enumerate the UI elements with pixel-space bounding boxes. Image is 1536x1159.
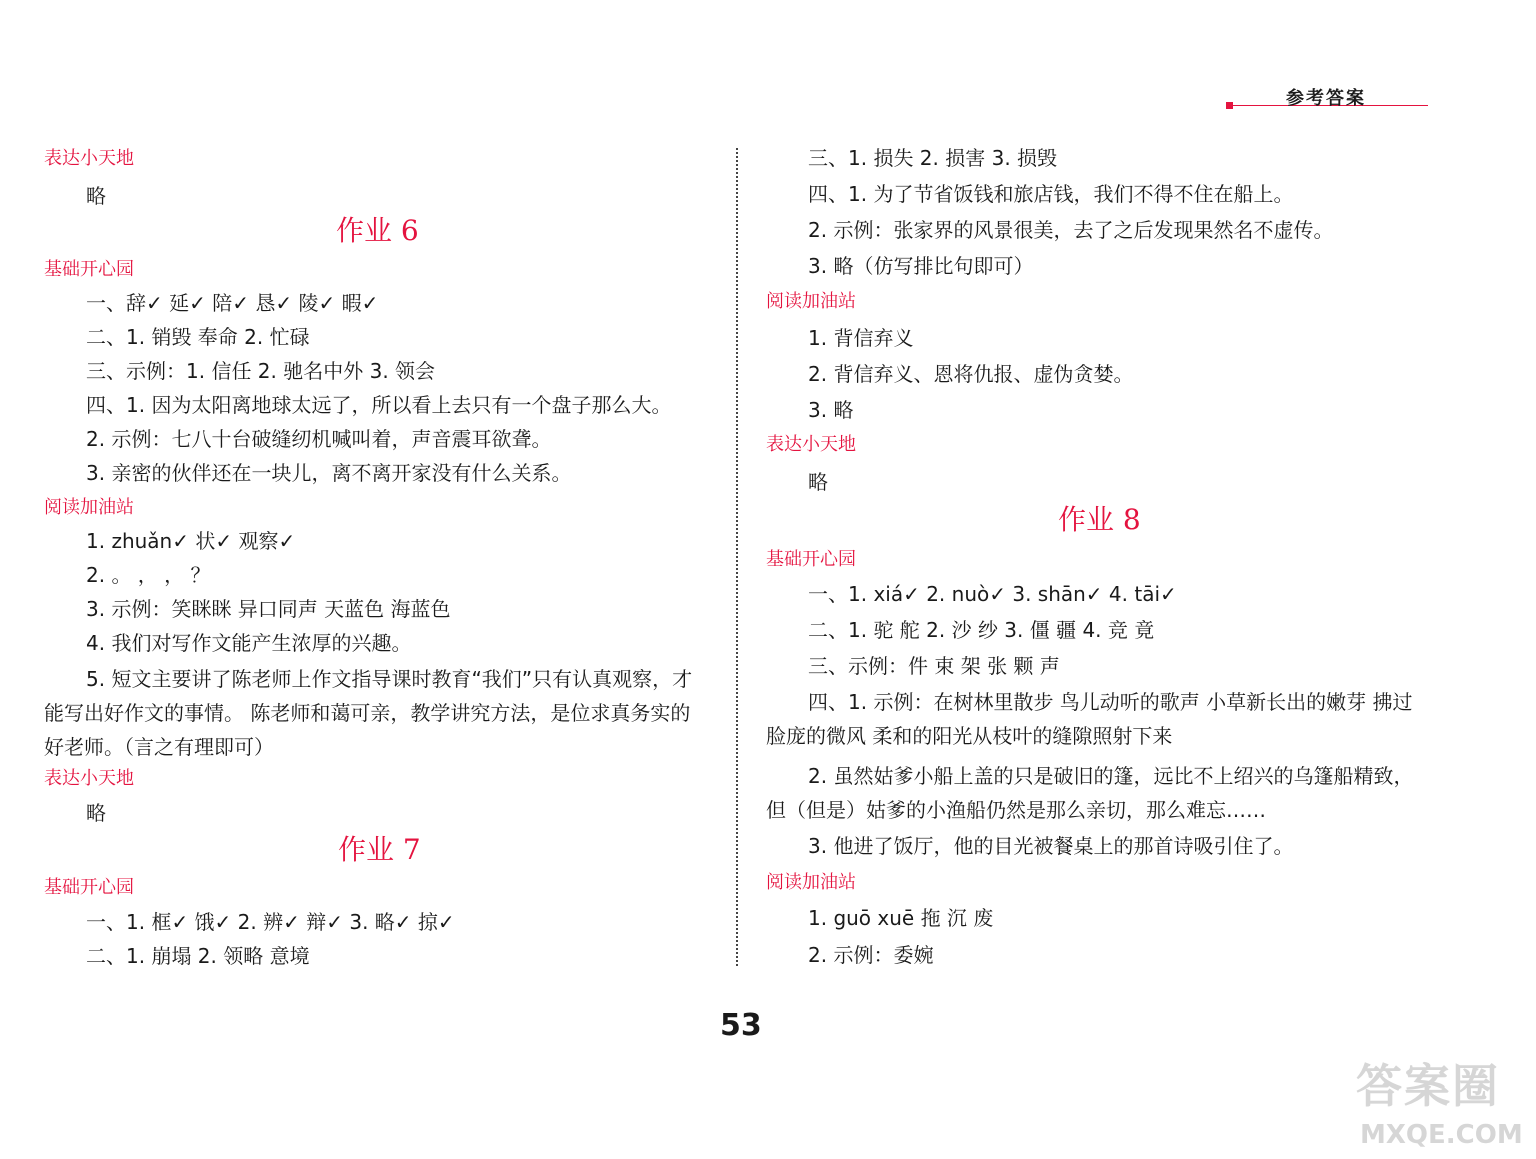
answer-line: 四、1. 因为太阳离地球太远了，所以看上去只有一个盘子那么大。	[86, 393, 672, 417]
section-heading: 基础开心园	[44, 877, 134, 898]
assignment-title: 作业 8	[1058, 503, 1141, 536]
answer-line: 一、1. xiá✓ 2. nuò✓ 3. shān✓ 4. tāi✓	[808, 582, 1177, 606]
section-heading: 表达小天地	[44, 768, 134, 789]
answer-line: 略	[86, 801, 106, 825]
answer-line: 三、示例：1. 信任 2. 驰名中外 3. 领会	[86, 359, 436, 383]
section-header-tag	[1226, 84, 1428, 110]
section-heading: 基础开心园	[44, 259, 134, 280]
answer-line: 略	[808, 470, 828, 494]
answer-line: 四、1. 为了节省饭钱和旅店钱，我们不得不住在船上。	[808, 182, 1294, 206]
assignment-title: 作业 6	[336, 214, 419, 247]
header-label: 参考答案	[1286, 88, 1366, 109]
watermark-url: MXQE.COM	[1360, 1120, 1523, 1150]
answer-line: 3. 亲密的伙伴还在一块儿，离不离开家没有什么关系。	[86, 461, 572, 485]
section-heading: 表达小天地	[766, 434, 856, 455]
section-heading: 阅读加油站	[766, 291, 856, 312]
watermark-logo: 答案圈	[1356, 1059, 1500, 1113]
answer-line: 2. 示例：七八十台破缝纫机喊叫着，声音震耳欲聋。	[86, 427, 552, 451]
header-dot	[1226, 102, 1233, 109]
answer-paragraph: 2. 虽然姑爹小船上盖的只是破旧的篷，远比不上绍兴的乌篷船精致，但（但是）姑爹的小渔船仍然是那么亲切，那么难忘……	[766, 764, 1414, 822]
answer-line: 2. 示例：张家界的风景很美，去了之后发现果然名不虚传。	[808, 218, 1334, 242]
answer-line: 略	[86, 184, 106, 208]
answer-line: 二、1. 销毁 奉命 2. 忙碌	[86, 325, 310, 349]
answer-line: 3. 他进了饭厅，他的目光被餐桌上的那首诗吸引住了。	[808, 834, 1294, 858]
assignment-title: 作业 7	[338, 833, 421, 866]
section-heading: 表达小天地	[44, 148, 134, 169]
answer-paragraph: 5. 短文主要讲了陈老师上作文指导课时教育“我们”只有认真观察，才能写出好作文的事情。 陈老师和蔼可亲，教学讲究方法，是位求真务实的好老师。（言之有理即可）	[44, 667, 693, 759]
answer-paragraph: 四、1. 示例：在树林里散步 鸟儿动听的歌声 小草新长出的嫩芽 拂过脸庞的微风 柔和的阳光从枝叶的缝隙照射下来	[766, 690, 1413, 748]
answer-line: 2. 背信弃义、恩将仇报、虚伪贪婪。	[808, 362, 1134, 386]
watermark	[1356, 1050, 1532, 1152]
section-heading: 阅读加油站	[44, 497, 134, 518]
answer-line: 1. 背信弃义	[808, 326, 914, 350]
answer-line: 一、辞✓ 延✓ 陪✓ 恳✓ 陵✓ 暇✓	[86, 291, 379, 315]
answer-line: 3. 略（仿写排比句即可）	[808, 254, 1034, 278]
answer-line: 1. guō xuē 拖 沉 废	[808, 906, 994, 930]
answer-line: 2. 示例：委婉	[808, 943, 934, 967]
column-divider	[736, 148, 738, 966]
page-number: 53	[720, 1008, 762, 1043]
answer-line: 3. 略	[808, 398, 854, 422]
section-heading: 基础开心园	[766, 549, 856, 570]
answer-line: 二、1. 驼 舵 2. 沙 纱 3. 僵 疆 4. 竞 竟	[808, 618, 1155, 642]
answer-line: 3. 示例：笑眯眯 异口同声 天蓝色 海蓝色	[86, 597, 451, 621]
answer-line: 2. 。 ， ， ？	[86, 563, 211, 587]
answer-line: 1. zhuǎn✓ 状✓ 观察✓	[86, 529, 296, 553]
answer-line: 4. 我们对写作文能产生浓厚的兴趣。	[86, 631, 412, 655]
answer-line: 三、示例：件 束 架 张 颗 声	[808, 654, 1060, 678]
answer-line: 一、1. 框✓ 饿✓ 2. 辨✓ 辩✓ 3. 略✓ 掠✓	[86, 910, 455, 934]
answer-line: 三、1. 损失 2. 损害 3. 损毁	[808, 146, 1058, 170]
answer-line: 二、1. 崩塌 2. 领略 意境	[86, 944, 310, 968]
section-heading: 阅读加油站	[766, 872, 856, 893]
